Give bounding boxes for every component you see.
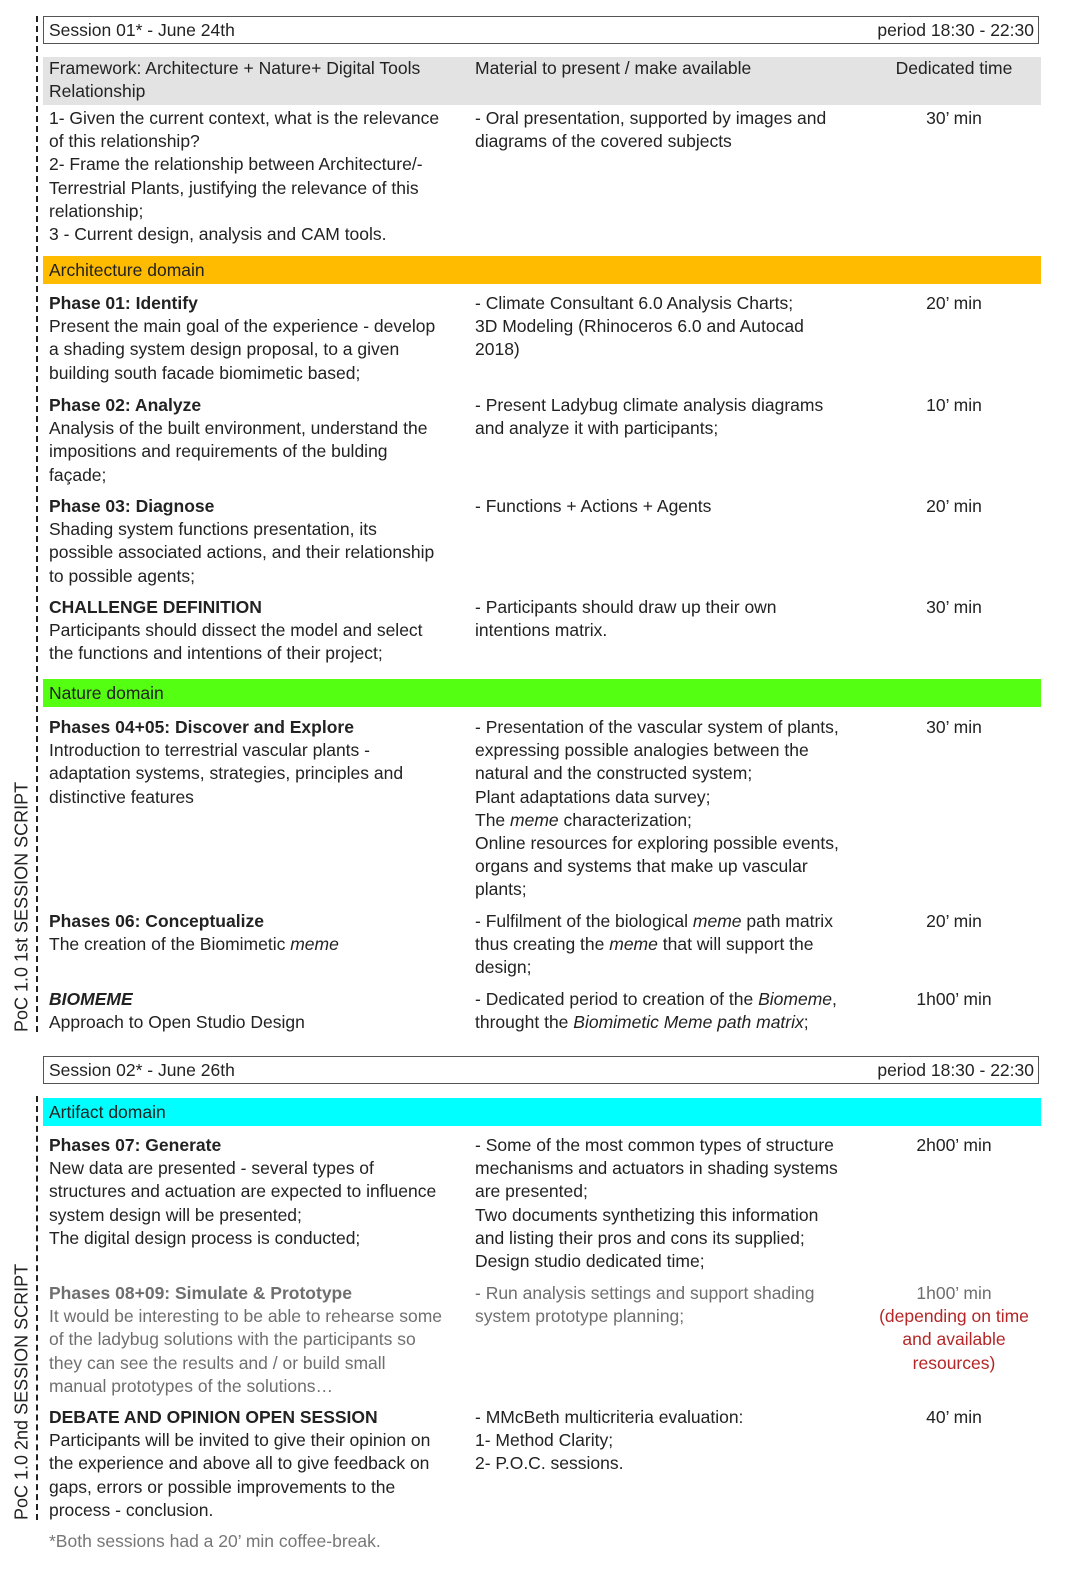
header-framework-line: Framework: Architecture + Nature+ Digital Tools [49, 58, 421, 78]
challenge-definition-time: 30’ min [926, 597, 982, 617]
text-line: to possible agents; [49, 565, 195, 586]
text-fragment: - Dedicated period to creation of the [475, 989, 759, 1009]
text-line: Present the main goal of the experience - develop [49, 316, 436, 337]
session1-title: Session 01* - June 24th [49, 19, 235, 40]
session1-side-label [8, 760, 36, 1032]
text-line: - Presentation of the vascular system of plants, [475, 717, 839, 737]
text-line: manual prototypes of the solutions… [49, 1375, 334, 1396]
header-material: Material to present / make available [475, 58, 752, 78]
text-line: Shading system functions presentation, its [49, 519, 377, 540]
text-line: intentions matrix. [475, 620, 608, 641]
text-fragment: The creation of the Biomimetic [49, 934, 291, 955]
phase-title: Phases 06: Conceptualize [49, 911, 264, 931]
time-note: (depending on time [879, 1306, 1029, 1327]
phase-title: CHALLENGE DEFINITION [49, 597, 262, 617]
session1-title-bar [43, 16, 1039, 44]
text-line: are presented; [475, 1181, 588, 1202]
phase-title: Phase 02: Analyze [49, 395, 202, 415]
text-line: - Participants should draw up their own [475, 597, 777, 617]
text-line: 3 - Current design, analysis and CAM tools. [49, 224, 387, 245]
phase-03-material [475, 495, 870, 518]
text-fragment: characterization; [558, 809, 692, 830]
text-line: of this relationship? [49, 131, 200, 152]
header-framework-line: Relationship [49, 81, 146, 102]
text-line: of the ladybug solutions with the participants so [49, 1329, 416, 1350]
emphasis-text: meme [609, 934, 658, 955]
text-line: - Present Ladybug climate analysis diagrams [475, 395, 824, 415]
phases-07-time: 2h00’ min [916, 1135, 992, 1155]
text-line: impositions and requirements of the bulding [49, 441, 388, 462]
text-line: - Functions + Actions + Agents [475, 496, 712, 516]
phases-06-material [475, 910, 870, 980]
text-line: 2018) [475, 339, 520, 360]
text-line: 1- Given the current context, what is the relevance [49, 108, 440, 128]
phase-title: Phases 04+05: Discover and Explore [49, 717, 354, 737]
phase-01-material [475, 292, 870, 362]
debate-material [475, 1406, 870, 1476]
text-line: Approach to Open Studio Design [49, 1012, 305, 1033]
text-line: Design studio dedicated time; [475, 1251, 705, 1272]
emphasis-text: Biomimetic Meme path matrix [573, 1012, 804, 1033]
footnote: *Both sessions had a 20’ min coffee-break. [49, 1531, 381, 1551]
text-line: façade; [49, 464, 107, 485]
phase-title: BIOMEME [49, 989, 133, 1009]
phases-08-09-time [870, 1282, 1038, 1375]
artifact-domain-band [43, 1098, 1041, 1126]
biomeme-material [475, 988, 870, 1034]
header-framework [49, 57, 464, 103]
phase-title: Phase 03: Diagnose [49, 496, 215, 516]
phases-07-material [475, 1134, 870, 1273]
session2-side-label-text: PoC 1.0 2nd SESSION SCRIPT [11, 1263, 32, 1520]
phase-03-time: 20’ min [926, 496, 982, 516]
phase-title: Phases 07: Generate [49, 1135, 222, 1155]
header-dedicated-time: Dedicated time [895, 58, 1013, 78]
phase-01-time: 20’ min [926, 293, 982, 313]
text-line: - Some of the most common types of structure [475, 1135, 834, 1155]
phase-title: DEBATE AND OPINION OPEN SESSION [49, 1407, 378, 1427]
intro-questions [49, 107, 464, 246]
emphasis-text: meme [290, 934, 339, 955]
text-fragment: throught the [475, 1012, 574, 1033]
intro-time: 30’ min [926, 108, 982, 128]
text-line: expressing possible analogies between the [475, 740, 809, 761]
intro-material [475, 107, 870, 153]
text-line [475, 1011, 870, 1034]
text-line: and listing their pros and cons its supplied; [475, 1227, 805, 1248]
challenge-definition-description [49, 596, 464, 666]
text-line: - Climate Consultant 6.0 Analysis Charts; [475, 293, 794, 313]
text-line: structures and actuation are expected to influence [49, 1181, 437, 1202]
text-line: mechanisms and actuators in shading systems [475, 1158, 838, 1179]
artifact-domain-label: Artifact domain [49, 1101, 166, 1122]
phase-02-description [49, 394, 464, 487]
phases-04-05-description [49, 716, 464, 809]
text-line: - MMcBeth multicriteria evaluation: [475, 1407, 744, 1427]
text-line: natural and the constructed system; [475, 763, 753, 784]
text-fragment: - Fulfilment of the biological [475, 911, 693, 931]
text-line: Analysis of the built environment, understand the [49, 418, 428, 439]
session1-dashed-guide [36, 16, 38, 1032]
text-line: a shading system design proposal, to a given [49, 339, 400, 360]
debate-time: 40’ min [926, 1407, 982, 1427]
text-line: Introduction to terrestrial vascular plants - [49, 740, 370, 761]
text-line: diagrams of the covered subjects [475, 131, 732, 152]
text-line: plants; [475, 879, 527, 900]
phase-03-description [49, 495, 464, 588]
session2-title-bar [43, 1056, 1039, 1084]
phase-title: Phase 01: Identify [49, 293, 198, 313]
text-line: Terrestrial Plants, justifying the relevance of this [49, 177, 419, 198]
text-fragment: ; [803, 1012, 809, 1033]
nature-domain-band [43, 679, 1041, 707]
text-line: possible associated actions, and their relationship [49, 542, 435, 563]
text-line: 2- Frame the relationship between Architecture/- [49, 154, 423, 175]
architecture-domain-label: Architecture domain [49, 259, 205, 280]
session2-period: period 18:30 - 22:30 [877, 1059, 1034, 1080]
text-line: It would be interesting to be able to rehearse some [49, 1306, 443, 1327]
text-line: building south facade biomimetic based; [49, 362, 361, 383]
phase-02-material [475, 394, 870, 440]
architecture-domain-band [43, 256, 1041, 284]
phases-07-description [49, 1134, 464, 1250]
text-line: system design will be presented; [49, 1204, 302, 1225]
session2-side-label [8, 1263, 36, 1520]
text-fragment: , [832, 989, 837, 1009]
text-line: relationship; [49, 200, 144, 221]
biomeme-description [49, 988, 464, 1034]
text-line: New data are presented - several types of [49, 1158, 374, 1179]
phases-04-05-time: 30’ min [926, 717, 982, 737]
text-line: distinctive features [49, 786, 194, 807]
session2-dashed-guide [36, 1096, 38, 1520]
text-line: The digital design process is conducted; [49, 1227, 361, 1248]
text-fragment: that will support the [657, 934, 814, 955]
text-line [475, 809, 870, 832]
phase-01-description [49, 292, 464, 385]
session2-title: Session 02* - June 26th [49, 1059, 235, 1080]
text-line: - Run analysis settings and support shading [475, 1283, 815, 1303]
text-line: Plant adaptations data survey; [475, 786, 711, 807]
text-line: Participants will be invited to give their opinion on [49, 1430, 431, 1451]
time-note: resources) [912, 1352, 996, 1373]
biomeme-time: 1h00’ min [916, 989, 992, 1009]
debate-description [49, 1406, 464, 1522]
text-fragment: The [475, 809, 511, 830]
text-line: 3D Modeling (Rhinoceros 6.0 and Autocad [475, 316, 804, 337]
text-line: - Oral presentation, supported by images and [475, 108, 827, 128]
text-line [475, 988, 870, 1011]
text-line [49, 933, 464, 956]
emphasis-text: meme [510, 809, 559, 830]
text-line: 1- Method Clarity; [475, 1430, 614, 1451]
phases-04-05-material [475, 716, 870, 902]
text-line: Two documents synthetizing this information [475, 1204, 819, 1225]
text-line: 2- P.O.C. sessions. [475, 1453, 624, 1474]
phase-title: Phases 08+09: Simulate & Prototype [49, 1283, 352, 1303]
text-line: design; [475, 957, 532, 978]
text-line: gaps, errors or possible improvements to the [49, 1476, 396, 1497]
phases-06-description [49, 910, 464, 956]
time-note: and available [902, 1329, 1006, 1350]
challenge-definition-material [475, 596, 870, 642]
emphasis-text: Biomeme [758, 989, 833, 1009]
text-line: organs and systems that make up vascular [475, 856, 808, 877]
text-fragment: thus creating the [475, 934, 610, 955]
text-line: Participants should dissect the model and select [49, 620, 423, 641]
emphasis-text: meme [692, 911, 742, 931]
session1-period: period 18:30 - 22:30 [877, 19, 1034, 40]
nature-domain-label: Nature domain [49, 682, 164, 703]
text-line: system prototype planning; [475, 1306, 685, 1327]
text-line: Online resources for exploring possible events, [475, 833, 839, 854]
text-line: process - conclusion. [49, 1499, 214, 1520]
phases-08-09-description [49, 1282, 464, 1398]
text-fragment: path matrix [741, 911, 833, 931]
session1-side-label-text: PoC 1.0 1st SESSION SCRIPT [11, 781, 32, 1032]
text-line [475, 910, 870, 933]
phase-02-time: 10’ min [926, 395, 982, 415]
text-line [475, 933, 870, 956]
time-value: 1h00’ min [916, 1283, 992, 1303]
text-line: they can see the results and / or build small [49, 1352, 386, 1373]
phases-06-time: 20’ min [926, 911, 982, 931]
text-line: adaptation systems, strategies, principles and [49, 763, 404, 784]
phases-08-09-material [475, 1282, 870, 1328]
text-line: and analyze it with participants; [475, 418, 719, 439]
text-line: the experience and above all to give feedback on [49, 1453, 430, 1474]
text-line: the functions and intentions of their project; [49, 643, 383, 664]
